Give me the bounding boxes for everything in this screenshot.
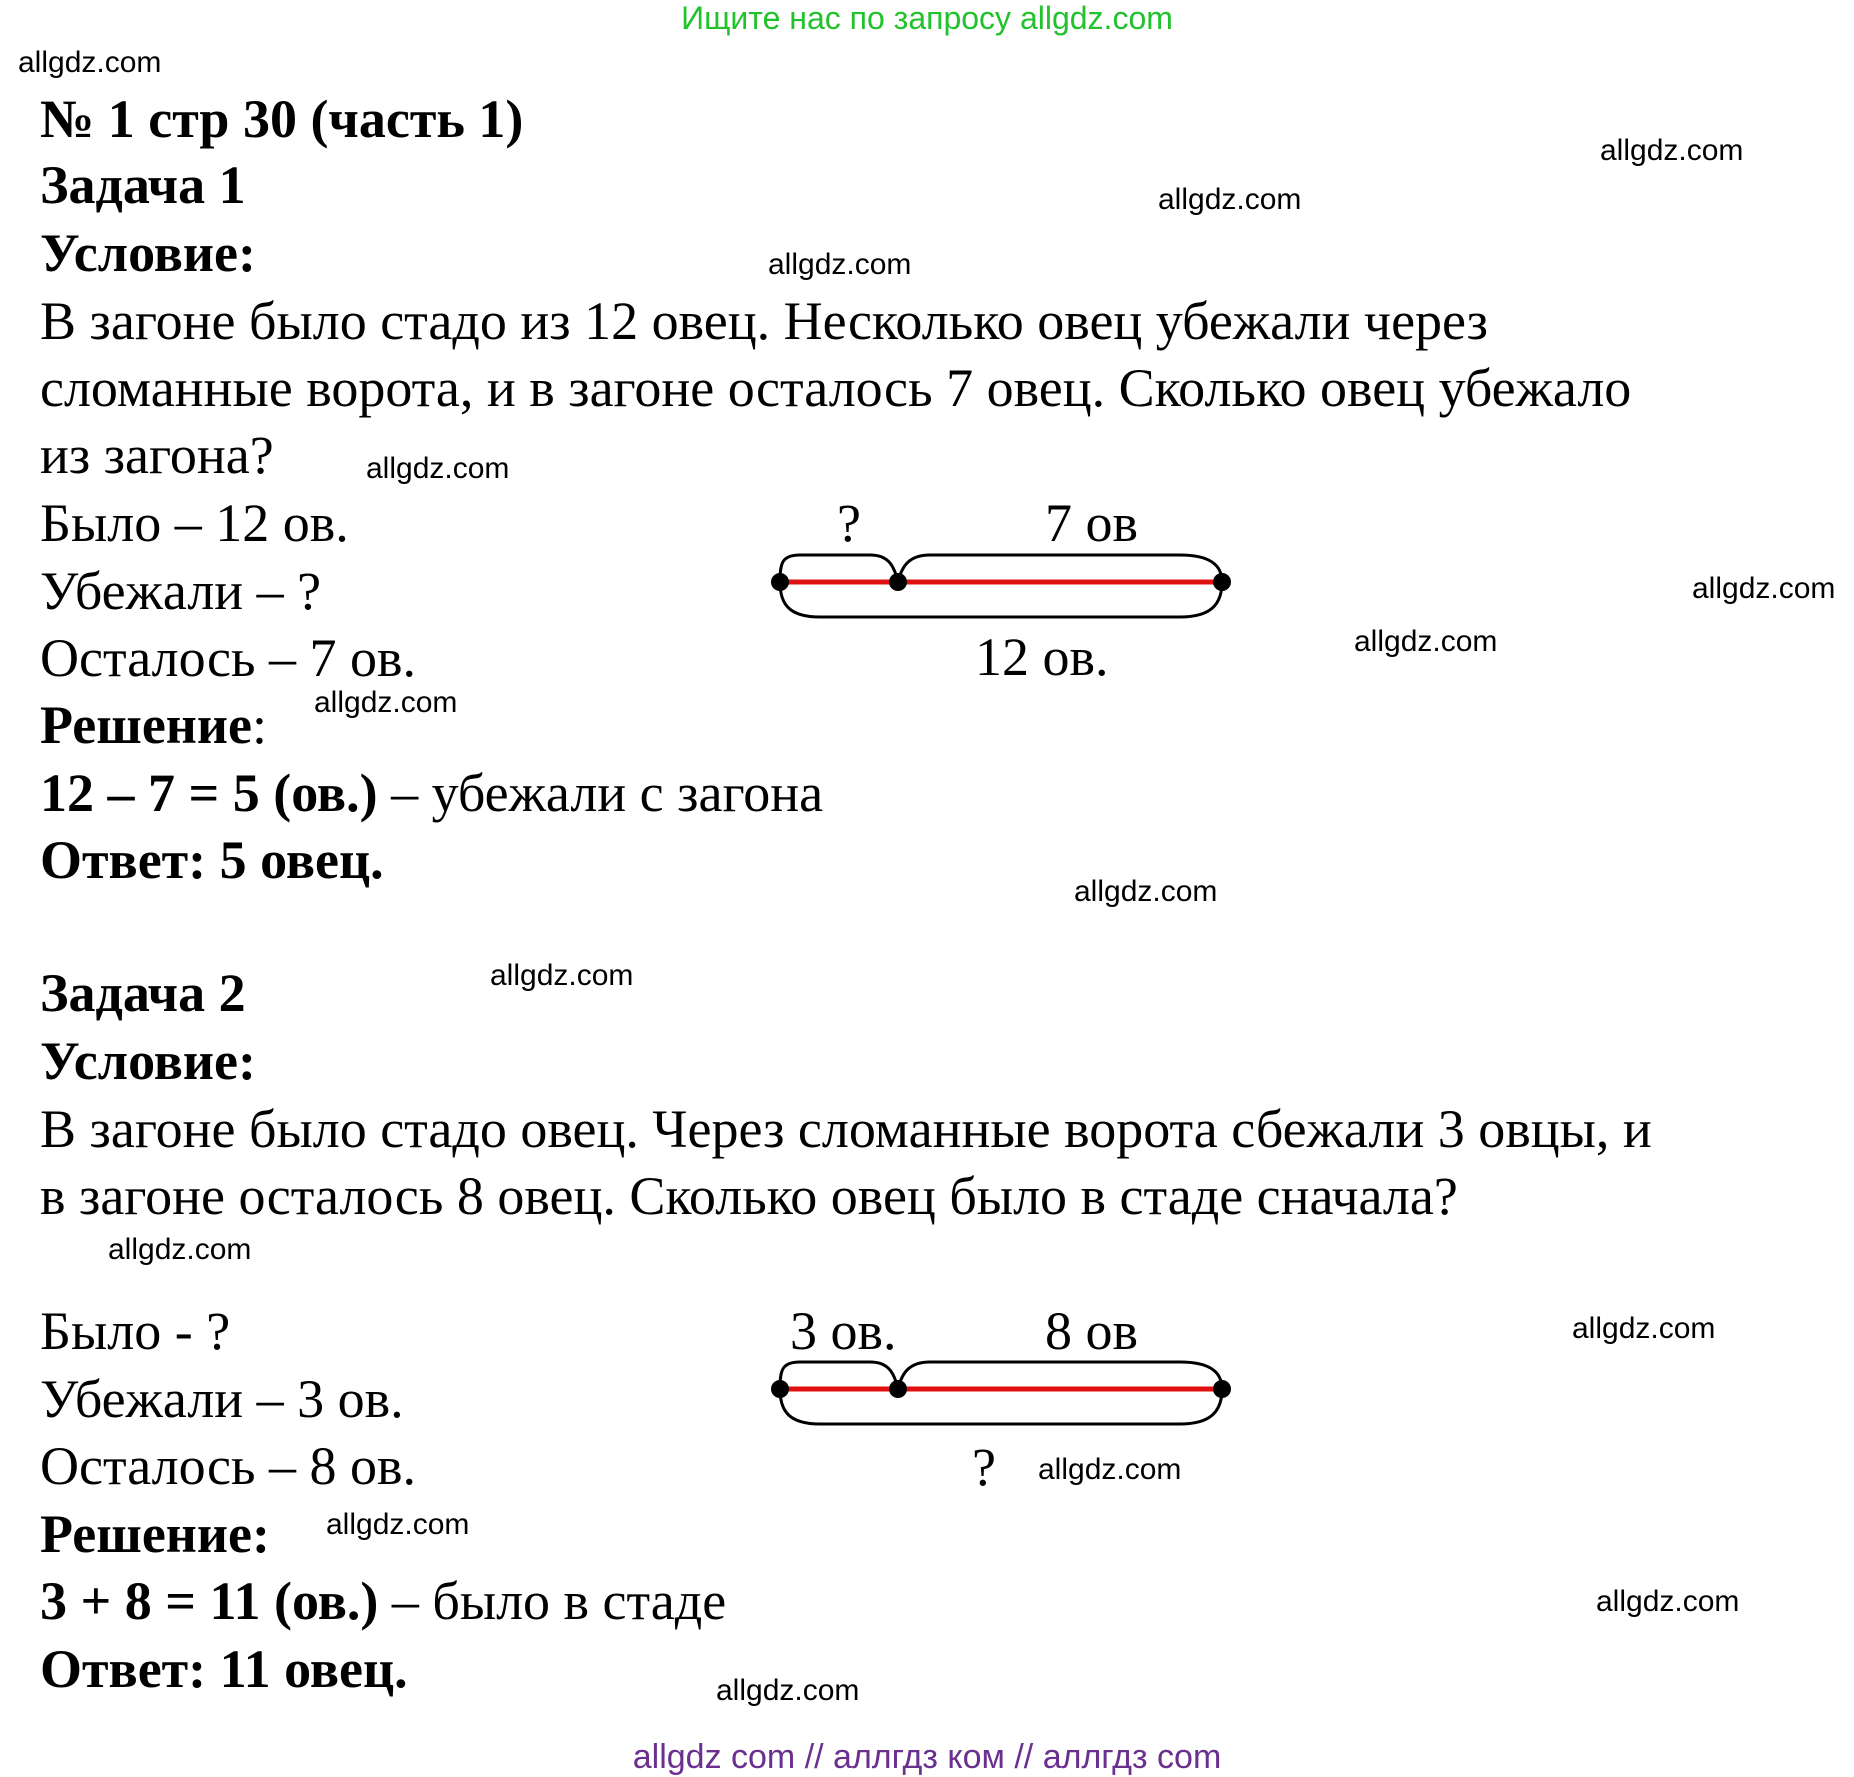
task1-solution-label: Решение [40,695,252,755]
task2-solution-text: – было в стаде [378,1571,727,1631]
watermark: allgdz.com [1038,1453,1182,1486]
watermark: allgdz.com [1158,183,1302,216]
watermark: allgdz.com [1692,572,1836,605]
task1-given-line: Было – 12 ов. [40,493,349,553]
segment-point [771,573,789,591]
task2-solution-label: Решение: [40,1504,270,1564]
task1-given-line: Осталось – 7 ов. [40,628,417,688]
task1-diagram-top-right-label: 7 ов [1045,493,1138,553]
watermark: allgdz.com [716,1674,860,1707]
watermark: allgdz.com [108,1233,252,1266]
task1-solution-expression: 12 – 7 = 5 (ов.) [40,763,378,823]
task2-given-line: Убежали – 3 ов. [40,1369,404,1429]
bottom-banner: allgdz com // аллгдз ком // аллгдз com [632,1738,1222,1776]
segment-point [771,1380,789,1398]
segment-point [1213,1380,1231,1398]
watermark: allgdz.com [490,959,634,992]
task2-answer: Ответ: 11 овец. [40,1639,408,1699]
watermark: allgdz.com [1596,1585,1740,1618]
watermark: allgdz.com [326,1508,470,1541]
brace-top-right [898,1362,1222,1389]
task1-solution-colon: : [252,695,268,755]
task1-diagram-top-left-label: ? [837,493,861,553]
watermark: allgdz.com [1074,875,1218,908]
top-banner: Ищите нас по запросу allgdz.com [681,0,1173,36]
task2-solution-line [40,1568,726,1634]
task1-solution-line [40,760,823,826]
segment-point [889,1380,907,1398]
task2-diagram-bottom-label: ? [972,1437,996,1497]
task2-condition-line: в загоне осталось 8 овец. Сколько овец было в стаде сначала? [40,1166,1458,1226]
task2-condition-label: Условие: [40,1031,256,1091]
task2-solution-expression: 3 + 8 = 11 (ов.) [40,1571,379,1631]
brace-bottom [780,582,1222,617]
task1-condition-line: сломанные ворота, и в загоне осталось 7 овец. Сколько овец убежало [40,358,1632,418]
task1-condition-label: Условие: [40,223,256,283]
task2-given-line: Было - ? [40,1301,231,1361]
brace-top-right [898,555,1222,582]
segment-point [889,573,907,591]
task1-condition-line: из загона? [40,425,274,485]
segment-point [1213,573,1231,591]
task2-condition-line: В загоне было стадо овец. Через сломанные ворота сбежали 3 овцы, и [40,1099,1652,1159]
task2-diagram-top-left-label: 3 ов. [790,1301,897,1361]
task1-condition-line: В загоне было стадо из 12 овец. Несколько овец убежали через [40,291,1489,351]
watermark: allgdz.com [1354,625,1498,658]
watermark: allgdz.com [18,46,162,79]
task2-title: Задача 2 [40,963,246,1023]
task1-answer: Ответ: 5 овец. [40,830,384,890]
watermark: allgdz.com [314,686,458,719]
task1-diagram-bottom-label: 12 ов. [975,627,1109,687]
brace-top-left [780,1362,898,1389]
task1-solution-text: – убежали с загона [377,763,824,823]
task1-title: Задача 1 [40,155,246,215]
page-title: № 1 стр 30 (часть 1) [40,89,524,149]
brace-top-left [780,555,898,582]
watermark: allgdz.com [1600,134,1744,167]
brace-bottom [780,1389,1222,1424]
task2-diagram-top-right-label: 8 ов [1045,1301,1138,1361]
task2-given-line: Осталось – 8 ов. [40,1436,417,1496]
task1-given-line: Убежали – ? [40,561,322,621]
watermark: allgdz.com [768,248,912,281]
watermark: allgdz.com [366,452,510,485]
watermark: allgdz.com [1572,1312,1716,1345]
task1-solution-label-line [40,692,267,758]
